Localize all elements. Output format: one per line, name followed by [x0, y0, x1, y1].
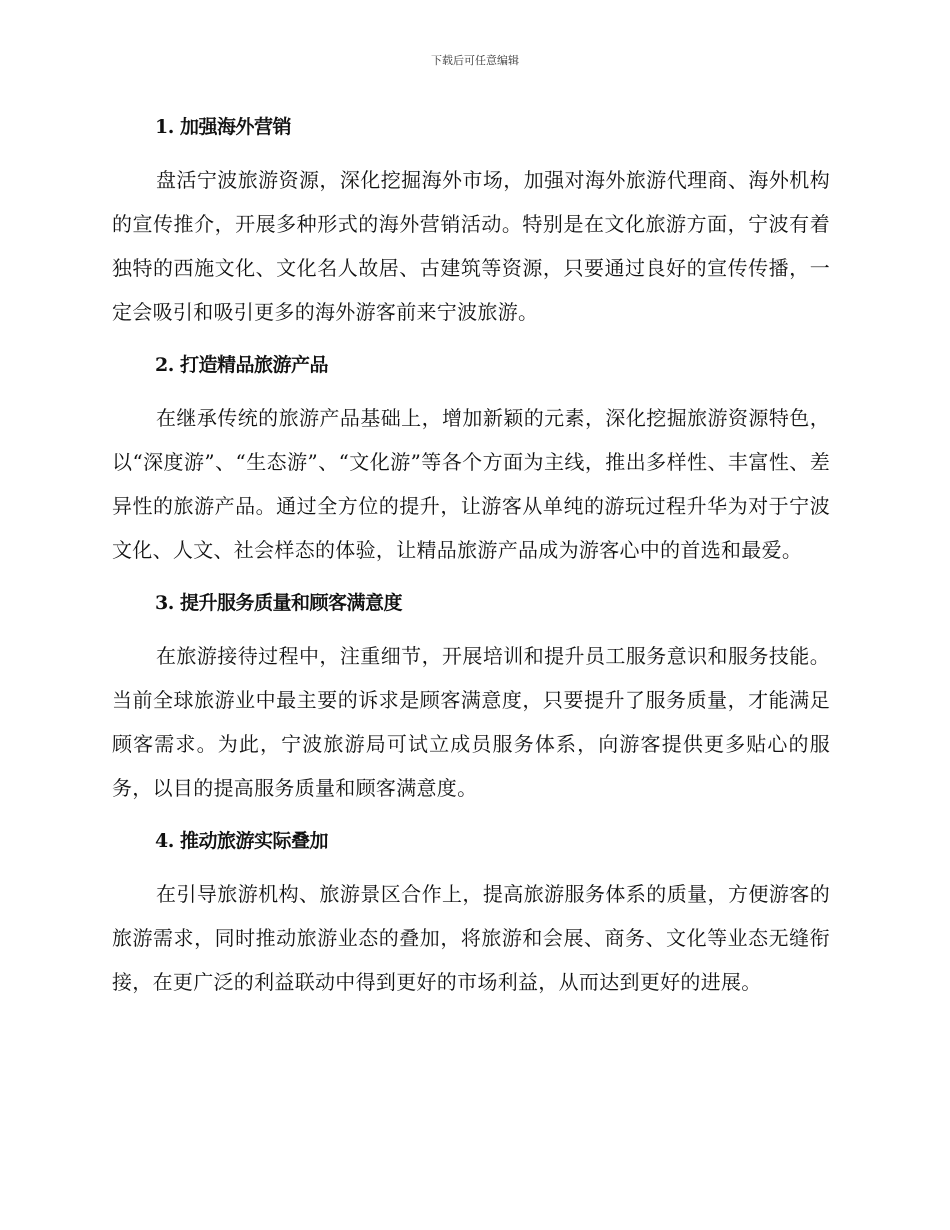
section-heading-3: 3. 提升服务质量和顾客满意度	[155, 592, 402, 614]
document-body	[112, 106, 830, 1014]
section-paragraph-3: 在旅游接待过程中，注重细节，开展培训和提升员工服务意识和服务技能。当前全球旅游业中最主要的诉求是顾客满意度，只要提升了服务质量，才能满足顾客需求。为此，宁波旅游局可试立成员服务体系，向游客提供更多贴心的服务，以目的提高服务质量和顾客满意度。	[112, 644, 830, 800]
section-paragraph-1: 盘活宁波旅游资源，深化挖掘海外市场，加强对海外旅游代理商、海外机构的宣传推介，开展多种形式的海外营销活动。特别是在文化旅游方面，宁波有着独特的西施文化、文化名人故居、古建筑等资源，只要通过良好的宣传传播，一定会吸引和吸引更多的海外游客前来宁波旅游。	[112, 168, 830, 324]
section-paragraph-2: 在继承传统的旅游产品基础上，增加新颖的元素，深化挖掘旅游资源特色，以“深度游”、“生态游”、“文化游”等各个方面为主线，推出多样性、丰富性、差异性的旅游产品。通过全方位的提升，让游客从单纯的游玩过程升华为对于宁波文化、人文、社会样态的体验，让精品旅游产品成为游客心中的首选和最爱。	[112, 406, 830, 562]
section-paragraph-4: 在引导旅游机构、旅游景区合作上，提高旅游服务体系的质量，方便游客的旅游需求，同时推动旅游业态的叠加，将旅游和会展、商务、文化等业态无缝衔接，在更广泛的利益联动中得到更好的市场利益，从而达到更好的进展。	[112, 882, 830, 994]
page-header-note: 下载后可任意编辑	[431, 54, 519, 67]
section-heading-1: 1. 加强海外营销	[155, 116, 291, 138]
section-heading-4: 4. 推动旅游实际叠加	[155, 830, 328, 852]
section-heading-2: 2. 打造精品旅游产品	[155, 354, 328, 376]
